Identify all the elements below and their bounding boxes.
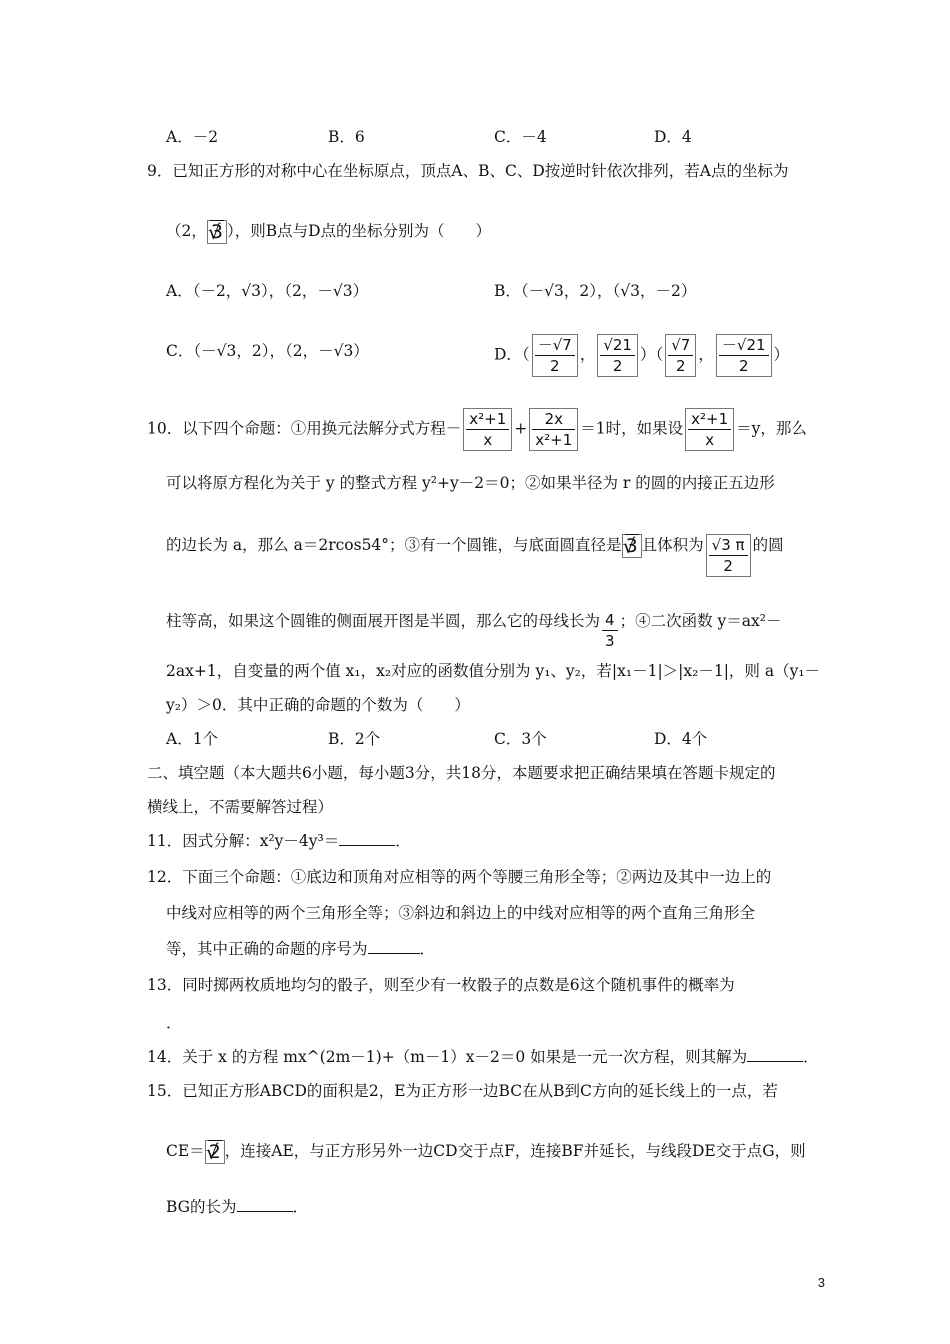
page-number: 3: [817, 1275, 825, 1290]
q15-end: ．: [292, 1198, 309, 1216]
q15-l2-a: CE＝: [166, 1142, 205, 1160]
q10-line-1: [147, 408, 807, 451]
q8-option-c: C．－4: [494, 128, 547, 146]
q15-l2-b: ，连接AE，与正方形另外一边CD交于点F，连接BF并延长，与线段DE交于点G，则: [224, 1142, 806, 1160]
section-2-heading-cont: 横线上，不需要解答过程）: [147, 798, 334, 816]
answer-blank[interactable]: [747, 1047, 803, 1062]
q13-line-1: 13．同时掷两枚质地均匀的骰子，则至少有一枚骰子的点数是6这个随机事件的概率为: [147, 976, 735, 994]
q15-l3-text: BG的长为: [166, 1198, 237, 1216]
q14: [147, 1046, 819, 1068]
q10-frac-1: $\frac{\text{x²+1}}{x}$: [463, 408, 512, 451]
q9-option-d: D．（ $\frac{-√7}{2}$ ， $\frac{√21}{2}$ ）（ $\frac{√7}{2}$ ， $\frac{-√21}{2}$ ）: [494, 336, 790, 375]
q11-text: 11．因式分解：x²y－4y³＝: [147, 832, 340, 850]
d-frac-1: $\frac{-√7}{2}$: [532, 334, 578, 377]
q10-stem-c: ＝y，那么: [736, 419, 807, 438]
d-frac-4: $\frac{-√21}{2}$: [716, 334, 772, 377]
q10-l3-b: 且体积为: [641, 536, 704, 554]
d-frac-2: $\frac{√21}{2}$: [597, 334, 638, 377]
q12-line-1: 12．下面三个命题：①底边和顶角对应相等的两个等腰三角形全等；②两边及其中一边上的: [147, 868, 772, 886]
q10-l4-a: 柱等高，如果这个圆锥的侧面展开图是半圆，那么它的母线长为: [166, 612, 601, 630]
q10-frac-2: $\frac{2x}{\text{x²+1}}$: [529, 408, 578, 451]
q10-line-3: [166, 534, 784, 577]
q10-option-a: A．1个: [166, 730, 219, 748]
q10-l4-b: ；④二次函数 y＝ax²－: [619, 612, 782, 630]
q10-plus: +: [514, 419, 528, 438]
volume-fraction: $\frac{√3 \pi}{2}$: [706, 534, 751, 577]
q10-line-5: 2ax+1，自变量的两个值 x₁，x₂对应的函数值分别为 y₁、y₂，若|x₁－1|＞|x₂－1|，则 a（y₁－: [166, 662, 821, 680]
q9-option-d-label: D．（: [494, 345, 530, 364]
q9-coord-prefix: （2，: [166, 222, 207, 240]
q10-option-d: D．4个: [654, 730, 708, 748]
q8-option-d: D．4: [654, 128, 692, 146]
q14-text: 14．关于 x 的方程 mx^(2m－1)+（m－1）x－2＝0 如果是一元一次方程，则其解为: [147, 1048, 748, 1066]
slant-height-fraction: $\frac{4}{3}$: [602, 610, 618, 651]
q10-l3-a: 的边长为 a，那么 a＝2rcos54°；③有一个圆锥，与底面圆直径是: [166, 536, 622, 554]
q15-line-3: [166, 1196, 308, 1218]
q10-option-c: C．3个: [494, 730, 547, 748]
q11: [147, 830, 411, 852]
answer-blank[interactable]: [368, 939, 420, 954]
q10-number: 10．: [147, 419, 183, 438]
q13-line-2: ．: [166, 1014, 182, 1032]
q9-option-b: B．（－√3，2），（√3，－2）: [494, 282, 697, 300]
q10-line-4: [166, 610, 781, 651]
q10-frac-3: $\frac{\text{x²+1}}{x}$: [685, 408, 734, 451]
q12-line-3: [166, 938, 435, 960]
q8-option-a: A．－2: [166, 128, 219, 146]
answer-blank[interactable]: [237, 1197, 293, 1212]
q12-line-2: 中线对应相等的两个三角形全等；③斜边和斜边上的中线对应相等的两个直角三角形全: [166, 904, 756, 922]
q10-l3-c: 的圆: [752, 536, 784, 554]
q10-line-2: 可以将原方程化为关于 y 的整式方程 y²+y－2＝0；②如果半径为 r 的圆的内接正五边形: [166, 474, 775, 492]
q9-number: 9．: [147, 162, 173, 180]
q15-line-1: 15．已知正方形ABCD的面积是2，E为正方形一边BC在从B到C方向的延长线上的一点，若: [147, 1082, 778, 1100]
q12-l3-text: 等，其中正确的命题的序号为: [166, 940, 368, 958]
q9-option-a: A．（－2，√3），（2，－√3）: [166, 282, 369, 300]
q9-line-1: [147, 160, 788, 182]
q9-line-2: [166, 220, 491, 244]
sqrt-2-formula: √ 2: [205, 1140, 225, 1164]
q11-end: ．: [395, 832, 411, 850]
q15-line-2: [166, 1140, 806, 1164]
q9-option-c: C．（－√3，2），（2，－√3）: [166, 342, 369, 360]
q8-option-b: B．6: [328, 128, 365, 146]
d-frac-3: $\frac{√7}{2}$: [665, 334, 696, 377]
answer-blank[interactable]: [339, 831, 395, 846]
q9-stem: 已知正方形的对称中心在坐标原点，顶点A、B、C、D按逆时针依次排列，若A点的坐标为: [172, 162, 789, 180]
q10-option-b: B．2个: [328, 730, 381, 748]
sqrt-3-formula: √ 3: [207, 220, 227, 244]
q9-coord-suffix: ），则B点与D点的坐标分别为（ ）: [226, 222, 492, 240]
section-2-heading: 二、填空题（本大题共6小题，每小题3分，共18分，本题要求把正确结果填在答题卡规定的: [147, 764, 776, 782]
q12-end: ．: [419, 940, 436, 958]
q10-stem-a: 以下四个命题：①用换元法解分式方程－: [182, 419, 462, 438]
q10-stem-b: ＝1时，如果设: [580, 419, 684, 438]
q14-end: ．: [803, 1048, 819, 1066]
q10-line-6: y₂）＞0．其中正确的命题的个数为（ ）: [166, 696, 470, 714]
sqrt-3-formula: √ 3: [622, 534, 642, 558]
